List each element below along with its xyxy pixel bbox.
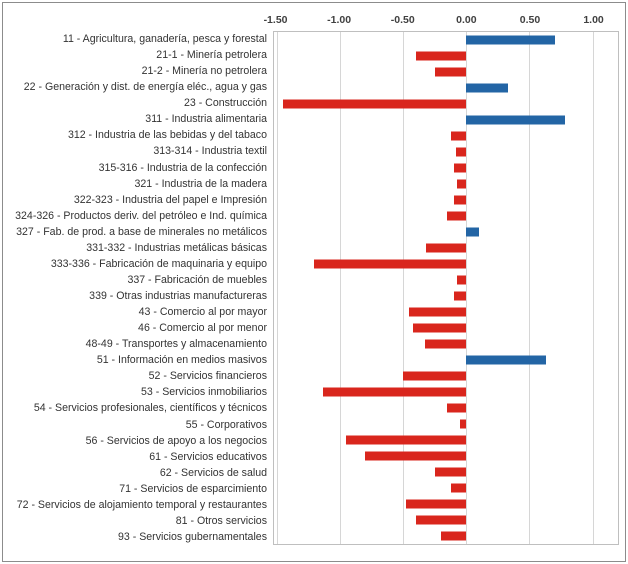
negative-bar (457, 180, 466, 189)
x-axis-tick: 0.00 (456, 14, 477, 26)
x-axis-tick: -0.50 (390, 14, 415, 26)
plot-area (273, 31, 619, 545)
x-axis (263, 7, 619, 31)
category-label: 322-323 - Industria del papel e Impresión (73, 193, 267, 206)
category-label: 51 - Información en medios masivos (96, 354, 267, 367)
negative-bar (406, 500, 467, 509)
negative-bar (426, 244, 466, 253)
chart-row (274, 64, 618, 80)
category-label: 72 - Servicios de alojamiento temporal y restaurantes (16, 498, 267, 511)
category-label: 62 - Servicios de salud (159, 466, 267, 479)
chart-row (274, 512, 618, 528)
negative-bar (451, 132, 466, 141)
axis-spacer (5, 7, 273, 31)
negative-bar (435, 68, 467, 77)
chart-row (274, 80, 618, 96)
negative-bar (451, 484, 466, 493)
category-labels (5, 31, 273, 545)
negative-bar (454, 164, 467, 173)
positive-bar (466, 116, 565, 125)
negative-bar (416, 52, 467, 61)
chart-row (274, 480, 618, 496)
category-label: 55 - Corporativos (185, 418, 267, 431)
chart-row (274, 32, 618, 48)
chart-row (274, 144, 618, 160)
negative-bar (441, 532, 466, 541)
category-label: 315-316 - Industria de la confección (98, 161, 267, 174)
chart-row (274, 416, 618, 432)
category-label: 52 - Servicios financieros (148, 370, 267, 383)
bar-rows (274, 32, 618, 544)
chart-row (274, 432, 618, 448)
negative-bar (460, 420, 466, 429)
chart-row (274, 304, 618, 320)
chart-row (274, 48, 618, 64)
category-label: 46 - Comercio al por menor (138, 322, 267, 335)
category-label: 312 - Industria de las bebidas y del tabaco (67, 129, 267, 142)
category-label: 53 - Servicios inmobiliarios (141, 386, 267, 399)
chart-row (274, 272, 618, 288)
chart-row (274, 96, 618, 112)
category-label: 81 - Otros servicios (175, 514, 267, 527)
negative-bar (346, 436, 466, 445)
chart-row (274, 288, 618, 304)
negative-bar (456, 148, 466, 157)
positive-bar (466, 84, 508, 93)
chart-row (274, 384, 618, 400)
chart-body (5, 31, 619, 545)
chart-row (274, 208, 618, 224)
chart-row (274, 240, 618, 256)
bar-chart (5, 7, 619, 553)
category-label: 337 - Fabricación de muebles (127, 273, 267, 286)
negative-bar (413, 324, 466, 333)
negative-bar (435, 468, 467, 477)
negative-bar (447, 404, 466, 413)
category-label: 21-1 - Minería petrolera (156, 49, 267, 62)
category-label: 321 - Industria de la madera (134, 177, 267, 190)
positive-bar (466, 228, 479, 237)
category-label: 22 - Generación y dist. de energía eléc., agua y gas (23, 81, 267, 94)
negative-bar (314, 260, 466, 269)
chart-row (274, 496, 618, 512)
negative-bar (323, 388, 466, 397)
negative-bar (457, 276, 466, 285)
chart-row (274, 352, 618, 368)
category-label: 327 - Fab. de prod. a base de minerales no metálicos (16, 225, 267, 238)
chart-row (274, 464, 618, 480)
category-label: 93 - Servicios gubernamentales (118, 530, 267, 543)
x-axis-tick: -1.50 (263, 14, 288, 26)
chart-row (274, 336, 618, 352)
chart-row (274, 224, 618, 240)
negative-bar (283, 100, 466, 109)
chart-row (274, 528, 618, 544)
category-label: 313-314 - Industria textil (153, 145, 267, 158)
negative-bar (409, 308, 466, 317)
category-label: 339 - Otras industrias manufactureras (89, 290, 267, 303)
chart-row (274, 160, 618, 176)
category-label: 311 - Industria alimentaria (145, 113, 267, 126)
category-label: 331-332 - Industrias metálicas básicas (86, 241, 267, 254)
chart-row (274, 400, 618, 416)
chart-row (274, 128, 618, 144)
category-label: 333-336 - Fabricación de maquinaria y equipo (50, 257, 267, 270)
category-label: 56 - Servicios de apoyo a los negocios (85, 434, 267, 447)
chart-row (274, 368, 618, 384)
category-label: 43 - Comercio al por mayor (138, 306, 267, 319)
chart-row (274, 176, 618, 192)
chart-row (274, 192, 618, 208)
category-label: 324-326 - Productos deriv. del petróleo e Ind. química (15, 209, 267, 222)
positive-bar (466, 356, 546, 365)
category-label: 21-2 - Minería no petrolera (141, 65, 267, 78)
category-label: 71 - Servicios de esparcimiento (119, 482, 267, 495)
chart-row (274, 256, 618, 272)
category-label: 54 - Servicios profesionales, científicos y técnicos (33, 402, 267, 415)
negative-bar (403, 372, 466, 381)
negative-bar (454, 196, 467, 205)
positive-bar (466, 36, 555, 45)
category-label: 48-49 - Transportes y almacenamiento (85, 338, 267, 351)
chart-frame (2, 2, 626, 562)
x-axis-tick: -1.00 (327, 14, 352, 26)
category-label: 11 - Agricultura, ganadería, pesca y forestal (62, 33, 267, 46)
chart-row (274, 112, 618, 128)
x-axis-tick: 0.50 (519, 14, 541, 26)
x-axis-tick: 1.00 (583, 14, 604, 26)
negative-bar (425, 340, 467, 349)
chart-header (5, 7, 619, 31)
negative-bar (454, 292, 467, 301)
category-label: 23 - Construcción (183, 97, 267, 110)
negative-bar (416, 516, 467, 525)
chart-row (274, 448, 618, 464)
chart-row (274, 320, 618, 336)
negative-bar (365, 452, 466, 461)
negative-bar (447, 212, 466, 221)
category-label: 61 - Servicios educativos (149, 450, 267, 463)
